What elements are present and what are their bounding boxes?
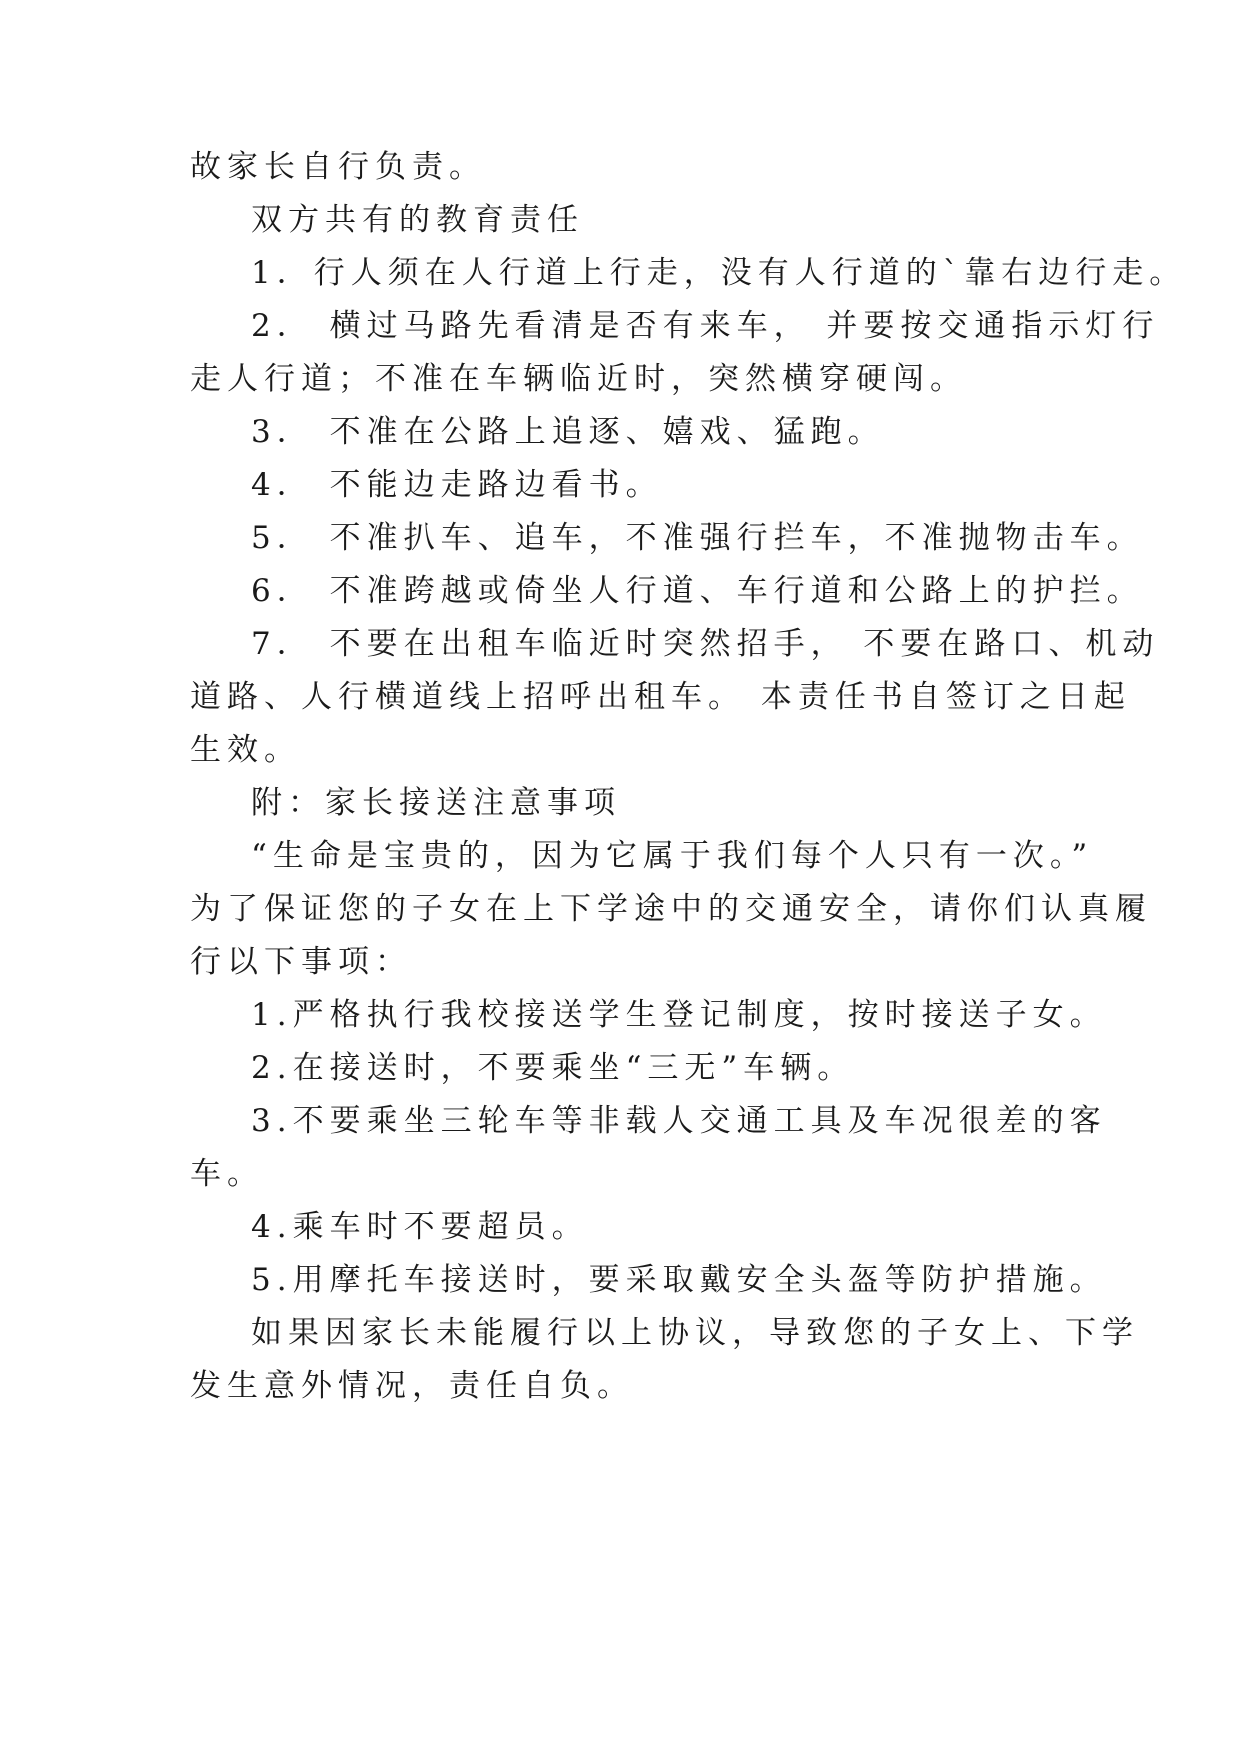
paragraph-line: 发生意外情况，责任自负。 — [190, 1368, 634, 1404]
paragraph-line: 为了保证您的子女在上下学途中的交通安全，请你们认真履 — [190, 891, 1152, 927]
list-item: 2.在接送时，不要乘坐“三无”车辆。 — [251, 1050, 855, 1086]
paragraph-line: 行以下事项： — [190, 944, 412, 980]
list-item: 1.严格执行我校接送学生登记制度，按时接送子女。 — [251, 997, 1107, 1033]
list-item: 3.不要乘坐三轮车等非载人交通工具及车况很差的客 — [251, 1103, 1107, 1139]
list-item-continuation: 生效。 — [190, 732, 301, 768]
list-item: 6． 不准跨越或倚坐人行道、车行道和公路上的护拦。 — [251, 573, 1144, 609]
list-item: 4． 不能边走路边看书。 — [251, 467, 663, 503]
list-item-continuation: 走人行道；不准在车辆临近时，突然横穿硬闯。 — [190, 361, 967, 397]
list-item: 5.用摩托车接送时，要采取戴安全头盔等防护措施。 — [251, 1262, 1107, 1298]
text-line: 故家长自行负责。 — [190, 149, 486, 185]
paragraph-line: 如果因家长未能履行以上协议，导致您的子女上、下学 — [251, 1315, 1139, 1351]
list-item: 7． 不要在出租车临近时突然招手， 不要在路口、机动 — [251, 626, 1160, 662]
section-heading: 附：家长接送注意事项 — [251, 785, 621, 821]
list-item: 1．行人须在人行道上行走，没有人行道的`靠右边行走。 — [251, 255, 1187, 291]
list-item: 2． 横过马路先看清是否有来车， 并要按交通指示灯行 — [251, 308, 1160, 344]
list-item-continuation: 道路、人行横道线上招呼出租车。 本责任书自签订之日起 — [190, 679, 1131, 715]
list-item: 5． 不准扒车、追车，不准强行拦车，不准抛物击车。 — [251, 520, 1144, 556]
paragraph-line: “生命是宝贵的，因为它属于我们每个人只有一次。” — [251, 838, 1094, 874]
list-item: 3． 不准在公路上追逐、嬉戏、猛跑。 — [251, 414, 885, 450]
section-heading: 双方共有的教育责任 — [251, 202, 584, 238]
list-item: 4.乘车时不要超员。 — [251, 1209, 589, 1245]
list-item-continuation: 车。 — [190, 1156, 264, 1192]
